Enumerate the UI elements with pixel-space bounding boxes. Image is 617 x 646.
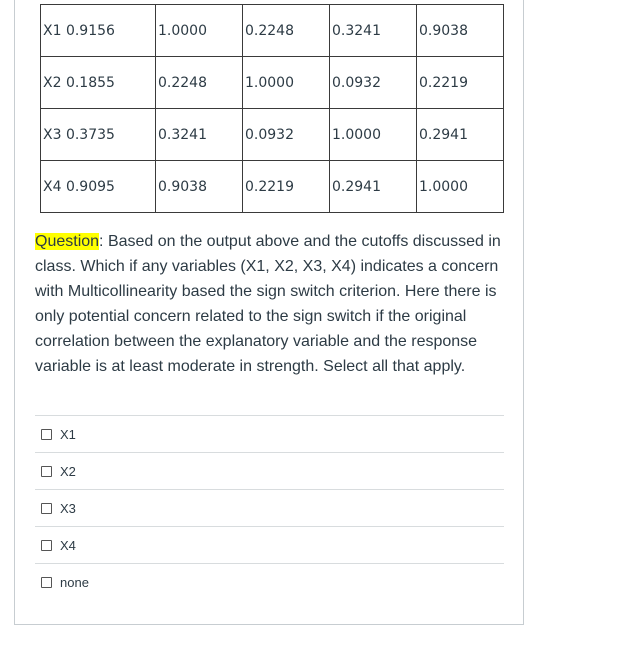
table-cell: X3 0.3735	[41, 109, 156, 161]
answer-label[interactable]: X4	[60, 537, 76, 553]
answer-option-x4[interactable]	[35, 526, 504, 563]
table-cell: 0.0932	[243, 109, 330, 161]
table-cell: 0.0932	[330, 57, 417, 109]
checkbox[interactable]	[41, 503, 52, 514]
checkbox[interactable]	[41, 429, 52, 440]
question-text	[35, 229, 507, 379]
table-row	[41, 109, 504, 161]
answer-label[interactable]: none	[60, 574, 89, 590]
table-cell: 1.0000	[156, 5, 243, 57]
correlation-table	[40, 4, 504, 213]
table-row	[41, 5, 504, 57]
answer-option-none[interactable]	[35, 563, 504, 600]
answer-list	[35, 415, 504, 600]
table-cell: X4 0.9095	[41, 161, 156, 213]
table-cell: 0.9038	[417, 5, 504, 57]
checkbox[interactable]	[41, 540, 52, 551]
table-cell: 0.9038	[156, 161, 243, 213]
checkbox[interactable]	[41, 466, 52, 477]
table-cell: 0.2248	[243, 5, 330, 57]
answer-option-x3[interactable]	[35, 489, 504, 526]
table-cell: 0.2248	[156, 57, 243, 109]
table-cell: 1.0000	[330, 109, 417, 161]
answer-option-x1[interactable]	[35, 415, 504, 452]
answer-option-x2[interactable]	[35, 452, 504, 489]
answer-label[interactable]: X2	[60, 463, 76, 479]
table-cell: X2 0.1855	[41, 57, 156, 109]
answer-label[interactable]: X3	[60, 500, 76, 516]
table-cell: 0.2219	[243, 161, 330, 213]
table-row	[41, 57, 504, 109]
table-cell: X1 0.9156	[41, 5, 156, 57]
question-label: Question	[35, 233, 100, 250]
table-cell: 0.2941	[417, 109, 504, 161]
table-row	[41, 161, 504, 213]
table-cell: 1.0000	[243, 57, 330, 109]
table-cell: 0.2941	[330, 161, 417, 213]
answer-label[interactable]: X1	[60, 426, 76, 442]
question-body: : Based on the output above and the cutoffs discussed in class. Which if any variables (X1, X2, X3, X4) indicates a concern with Multicollinearity based the sign switch criterion. Here there is only potential concern related to the sign switch if the original correlation between the explanatory variable and the response variable is at least moderate in strength. Select all that apply.	[35, 233, 501, 375]
table-cell: 0.3241	[330, 5, 417, 57]
table-cell: 0.3241	[156, 109, 243, 161]
checkbox[interactable]	[41, 577, 52, 588]
table-cell: 0.2219	[417, 57, 504, 109]
table-cell: 1.0000	[417, 161, 504, 213]
